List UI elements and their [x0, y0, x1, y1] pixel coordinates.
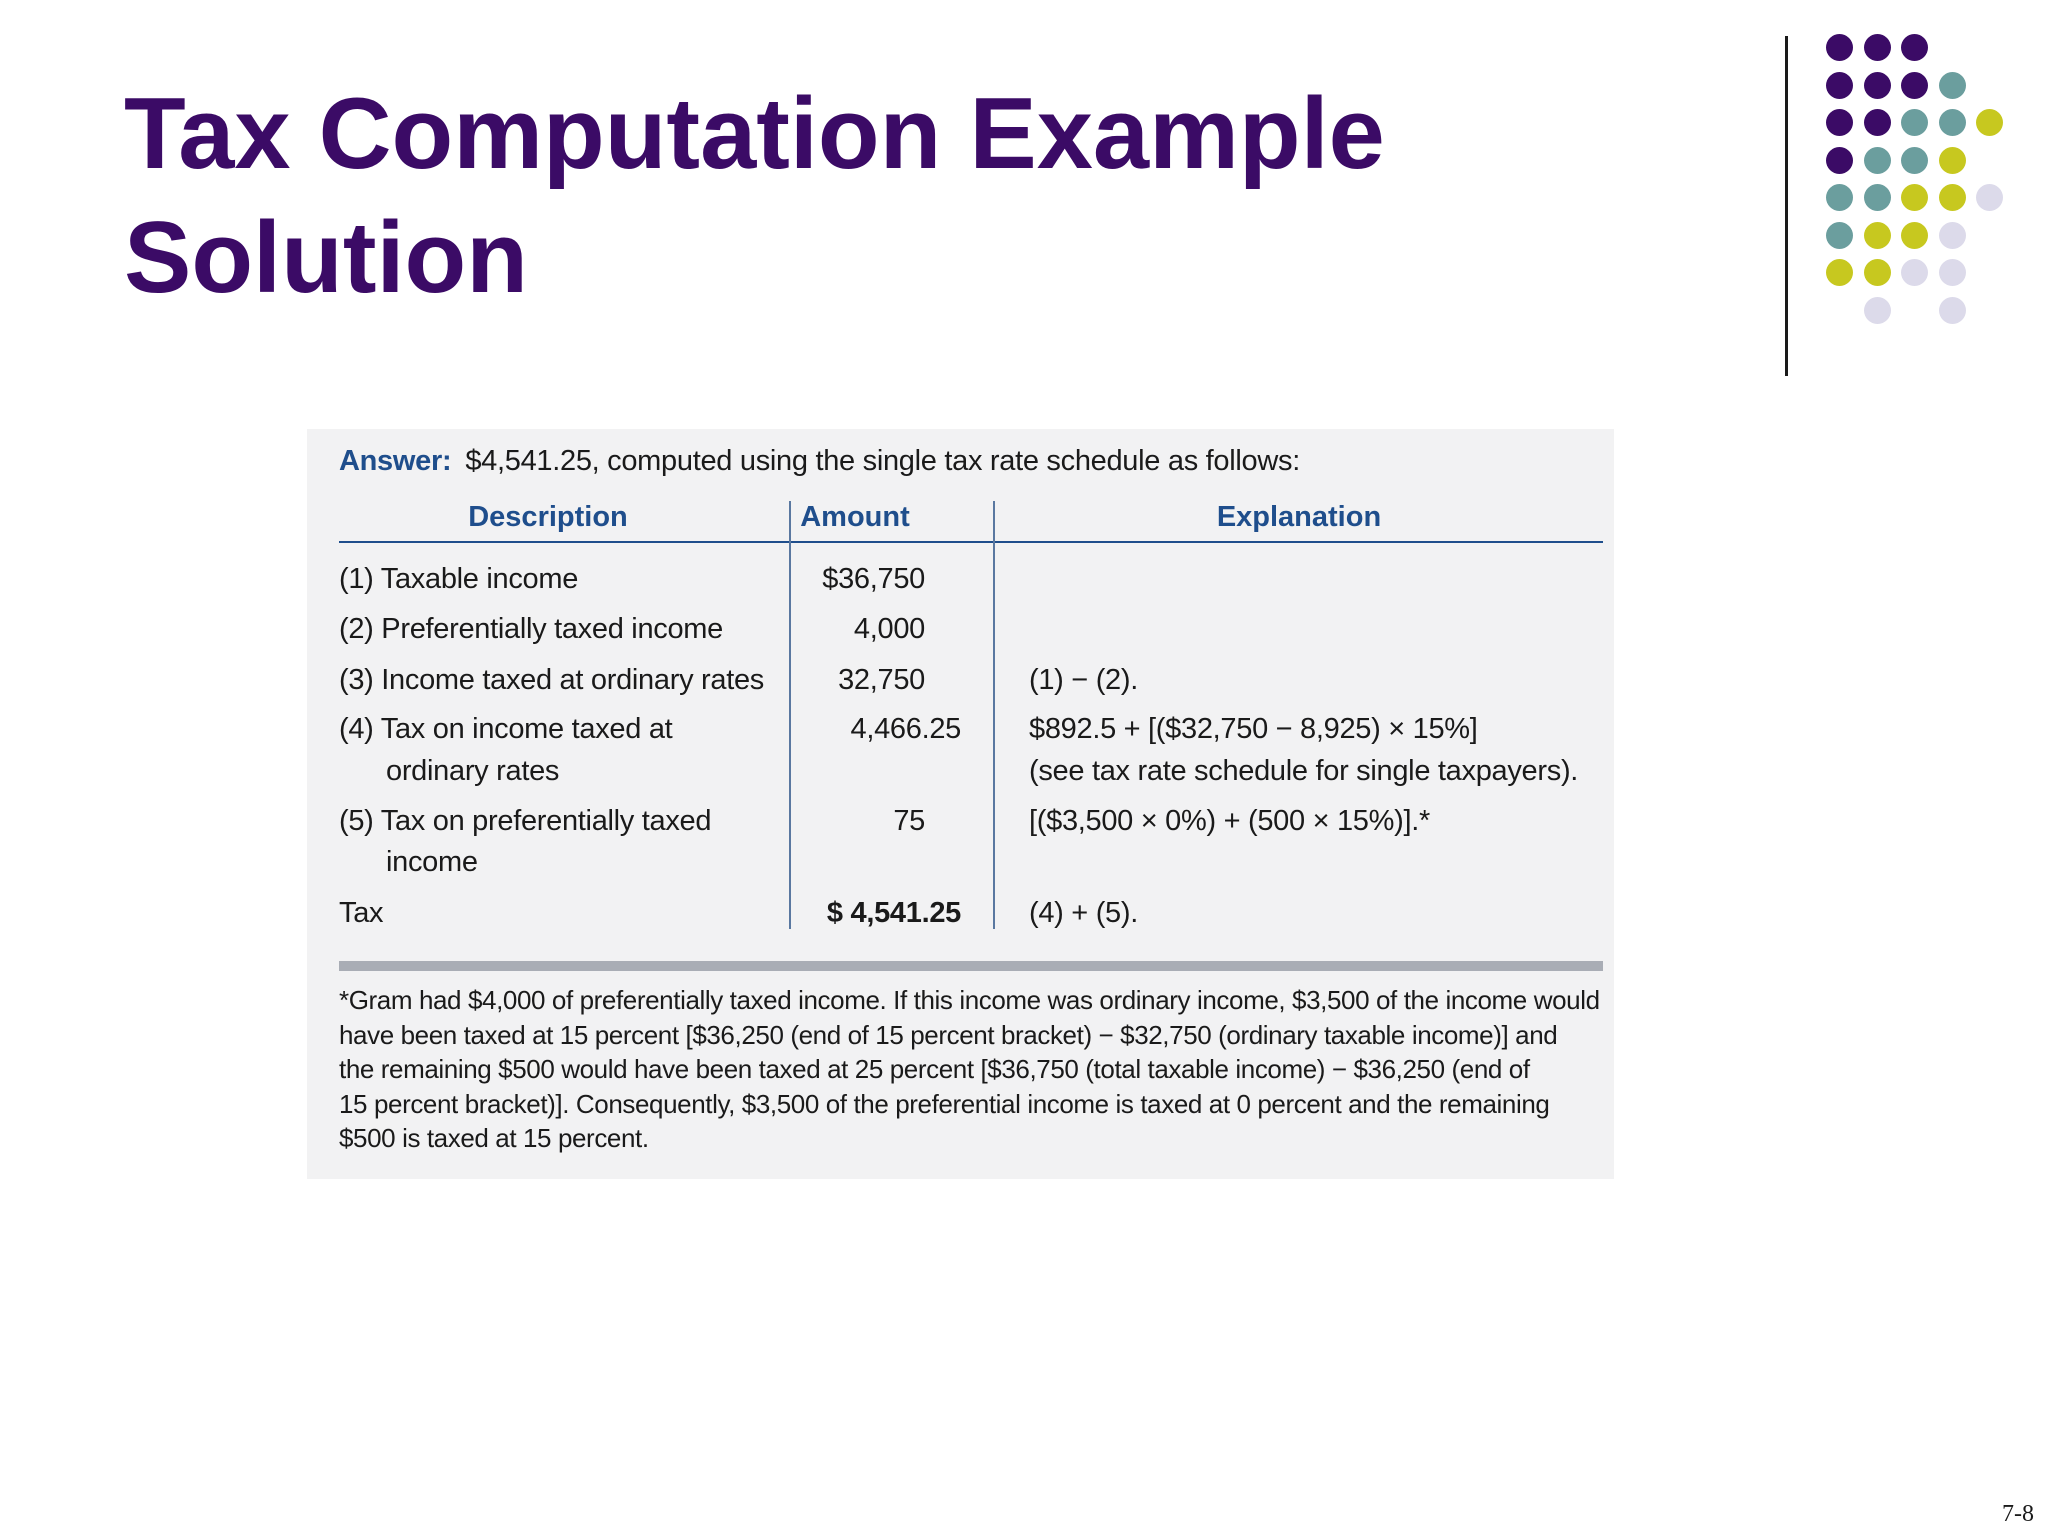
header-amount: Amount: [800, 501, 910, 533]
footnote-line-4: 15 percent bracket)]. Consequently, $3,500 of the preferential income is taxed at 0 percent and the remaining: [339, 1088, 1550, 1119]
tax-solution-figure: [307, 429, 1614, 1179]
column-divider-2: [993, 501, 995, 929]
answer-line: [339, 441, 1300, 481]
row-1-amount: $36,750: [822, 563, 925, 595]
row-2-amount: 4,000: [853, 613, 925, 645]
lavender-dot: [1939, 222, 1966, 249]
answer-label: Answer:: [339, 445, 452, 477]
row-4-explanation-cont: (see tax rate schedule for single taxpayers).: [1029, 755, 1579, 787]
row-5-description-cont: income: [386, 846, 478, 878]
teal-dot: [1864, 147, 1891, 174]
purple-dot: [1864, 72, 1891, 99]
header-description: Description: [468, 501, 628, 533]
row-1-description: (1) Taxable income: [339, 563, 579, 595]
purple-dot: [1864, 109, 1891, 136]
olive-dot: [1939, 184, 1966, 211]
row-4-amount: 4,466.25: [850, 713, 961, 745]
olive-dot: [1901, 184, 1928, 211]
footnote-line-1: *Gram had $4,000 of preferentially taxed income. If this income was ordinary income, $3,500 of the income would: [339, 985, 1600, 1015]
lavender-dot: [1939, 259, 1966, 286]
teal-dot: [1901, 147, 1928, 174]
purple-dot: [1901, 72, 1928, 99]
tax-total-explanation: (4) + (5).: [1029, 897, 1138, 929]
separator-bar: [339, 961, 1603, 971]
teal-dot: [1826, 184, 1853, 211]
row-5-explanation: [($3,500 × 0%) + (500 × 15%)].*: [1029, 805, 1430, 837]
header-rule: [339, 541, 1603, 543]
tax-total-amount: $ 4,541.25: [826, 897, 961, 929]
row-2-description: (2) Preferentially taxed income: [339, 613, 723, 645]
slide-number: 7-8: [2002, 1501, 2034, 1527]
row-3-explanation: (1) − (2).: [1029, 664, 1138, 696]
slide-title-line-1: Tax Computation Example: [124, 78, 1385, 190]
olive-dot: [1826, 259, 1853, 286]
teal-dot: [1826, 222, 1853, 249]
teal-dot: [1939, 109, 1966, 136]
row-5-description: (5) Tax on preferentially taxed: [339, 805, 712, 837]
teal-dot: [1864, 184, 1891, 211]
lavender-dot: [1939, 297, 1966, 324]
row-4-description: (4) Tax on income taxed at: [339, 713, 673, 745]
footnote-line-3: the remaining $500 would have been taxed at 25 percent [$36,750 (total taxable income) − $36,250 (end of: [339, 1054, 1530, 1084]
olive-dot: [1864, 222, 1891, 249]
olive-dot: [1901, 222, 1928, 249]
row-4-explanation: $892.5 + [($32,750 − 8,925) × 15%]: [1029, 713, 1478, 745]
lavender-dot: [1864, 297, 1891, 324]
footnote-line-2: have been taxed at 15 percent [$36,250 (end of 15 percent bracket) − $32,750 (ordinary taxable income)] and: [339, 1019, 1558, 1050]
answer-text: $4,541.25, computed using the single tax rate schedule as follows:: [465, 445, 1300, 477]
row-3-description: (3) Income taxed at ordinary rates: [339, 664, 764, 696]
purple-dot: [1826, 109, 1853, 136]
row-5-amount: 75: [893, 805, 925, 837]
row-3-amount: 32,750: [838, 664, 925, 696]
footnote: [339, 983, 1609, 1156]
olive-dot: [1976, 109, 2003, 136]
slide-title: [124, 72, 1385, 320]
purple-dot: [1826, 147, 1853, 174]
decorative-vertical-line: [1785, 36, 1788, 376]
slide-title-line-2: Solution: [124, 202, 528, 314]
purple-dot: [1901, 34, 1928, 61]
lavender-dot: [1976, 184, 2003, 211]
purple-dot: [1864, 34, 1891, 61]
teal-dot: [1901, 109, 1928, 136]
tax-total-label: Tax: [339, 897, 384, 929]
footnote-line-5: $500 is taxed at 15 percent.: [339, 1123, 649, 1153]
purple-dot: [1826, 34, 1853, 61]
header-explanation: Explanation: [1216, 501, 1382, 533]
row-4-description-cont: ordinary rates: [386, 755, 560, 787]
olive-dot: [1864, 259, 1891, 286]
purple-dot: [1826, 72, 1853, 99]
lavender-dot: [1901, 259, 1928, 286]
olive-dot: [1939, 147, 1966, 174]
teal-dot: [1939, 72, 1966, 99]
